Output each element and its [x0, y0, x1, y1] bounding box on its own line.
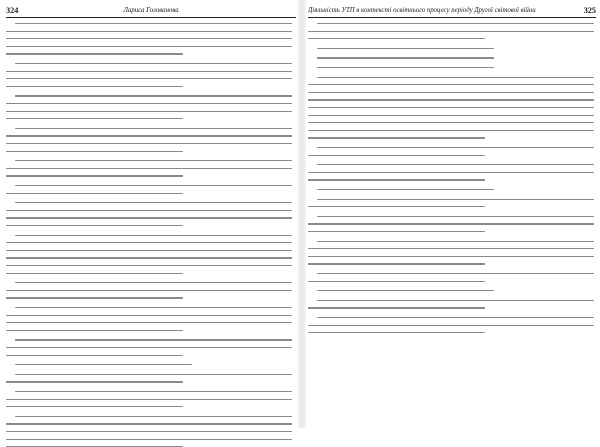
footnote-text-line — [6, 210, 292, 211]
footnote-text-line — [317, 290, 494, 291]
footnote-text-line — [308, 231, 485, 232]
footnote-text-line — [6, 290, 292, 291]
right-running-head-title: Діяльність УТП в контексті освітнього процесу періоду Другої світової війни — [308, 7, 536, 14]
footnote-text-line — [308, 325, 594, 326]
footnote-text-line — [6, 399, 292, 400]
footnote-text-line — [317, 241, 594, 242]
footnote-text-line — [15, 202, 292, 203]
footnote-text-line — [308, 130, 594, 131]
footnote-text-line — [317, 77, 594, 78]
footnote-text-line — [15, 128, 292, 129]
footnote-text-line — [6, 347, 292, 348]
footnote-text-line — [308, 248, 594, 249]
footnote-text-line — [6, 111, 292, 112]
right-page — [308, 0, 596, 428]
footnote-text-line — [308, 179, 485, 180]
footnote-text-line — [308, 263, 485, 264]
right-page-number: 325 — [583, 6, 596, 15]
footnote-text-line — [6, 225, 183, 226]
footnote-text-line — [15, 282, 292, 283]
footnote-text-line — [317, 199, 594, 200]
footnote-text-line — [308, 281, 485, 282]
footnote-text-line — [6, 135, 292, 136]
footnote-text-line — [15, 160, 292, 161]
footnote-text-line — [317, 147, 594, 148]
footnote-text-line — [308, 38, 485, 39]
footnote-text-line — [6, 38, 292, 39]
left-footnotes-text — [6, 21, 296, 423]
footnote-text-line — [317, 57, 494, 58]
footnote-text-line — [6, 175, 183, 176]
footnote-text-line — [15, 339, 292, 340]
footnote-text-line — [15, 235, 292, 236]
footnote-text-line — [317, 164, 594, 165]
left-page-number: 324 — [6, 6, 19, 15]
footnote-text-line — [308, 122, 594, 123]
footnote-text-line — [308, 155, 485, 156]
footnote-text-line — [6, 118, 183, 119]
footnote-text-line — [6, 265, 292, 266]
footnote-text-line — [6, 273, 183, 274]
footnote-text-line — [6, 242, 292, 243]
footnote-text-line — [15, 364, 192, 365]
footnote-text-line — [308, 115, 594, 116]
footnote-text-line — [6, 439, 292, 440]
footnote-text-line — [6, 86, 183, 87]
footnote-text-line — [308, 223, 594, 224]
footnote-text-line — [6, 257, 292, 258]
right-footnotes-text — [308, 21, 596, 423]
footnote-text-line — [308, 84, 594, 85]
footnote-text-line — [308, 206, 485, 207]
left-running-head-title: Лариса Голованова — [123, 7, 179, 14]
footnote-text-line — [317, 189, 494, 190]
footnote-text-line — [308, 31, 594, 32]
left-running-head — [6, 4, 296, 18]
footnote-text-line — [6, 381, 183, 382]
footnote-text-line — [6, 143, 292, 144]
footnote-text-line — [317, 23, 594, 24]
footnote-text-line — [6, 315, 292, 316]
footnote-text-line — [308, 99, 594, 100]
footnote-text-line — [6, 168, 292, 169]
footnote-text-line — [6, 322, 292, 323]
footnote-text-line — [15, 63, 292, 64]
left-page — [6, 0, 296, 428]
footnote-text-line — [317, 273, 594, 274]
footnote-text-line — [6, 103, 292, 104]
footnote-text-line — [317, 67, 494, 68]
footnote-text-line — [15, 23, 292, 24]
footnote-text-line — [308, 137, 485, 138]
footnote-text-line — [6, 355, 183, 356]
footnote-text-line — [308, 307, 485, 308]
footnote-text-line — [6, 53, 183, 54]
footnote-text-line — [6, 71, 292, 72]
footnote-text-line — [317, 48, 494, 49]
footnote-text-line — [6, 431, 292, 432]
footnote-text-line — [6, 217, 292, 218]
footnote-text-line — [6, 406, 183, 407]
footnote-text-line — [317, 216, 594, 217]
footnote-text-line — [6, 250, 292, 251]
footnote-text-line — [317, 300, 594, 301]
footnote-text-line — [308, 256, 594, 257]
footnote-text-line — [15, 374, 292, 375]
footnote-text-line — [15, 416, 292, 417]
footnote-text-line — [6, 423, 292, 424]
footnote-text-line — [6, 330, 183, 331]
footnote-text-line — [308, 332, 485, 333]
footnote-text-line — [6, 78, 292, 79]
footnote-text-line — [6, 46, 292, 47]
footnote-text-line — [6, 297, 183, 298]
book-gutter — [298, 0, 306, 428]
footnote-text-line — [6, 193, 183, 194]
footnote-text-line — [317, 317, 594, 318]
right-running-head — [308, 4, 596, 18]
footnote-text-line — [15, 391, 292, 392]
footnote-text-line — [308, 107, 594, 108]
footnote-text-line — [15, 95, 292, 96]
footnote-text-line — [6, 151, 183, 152]
footnote-text-line — [15, 185, 292, 186]
footnote-text-line — [308, 172, 594, 173]
footnote-text-line — [15, 307, 292, 308]
footnote-text-line — [308, 92, 594, 93]
footnote-text-line — [6, 31, 292, 32]
